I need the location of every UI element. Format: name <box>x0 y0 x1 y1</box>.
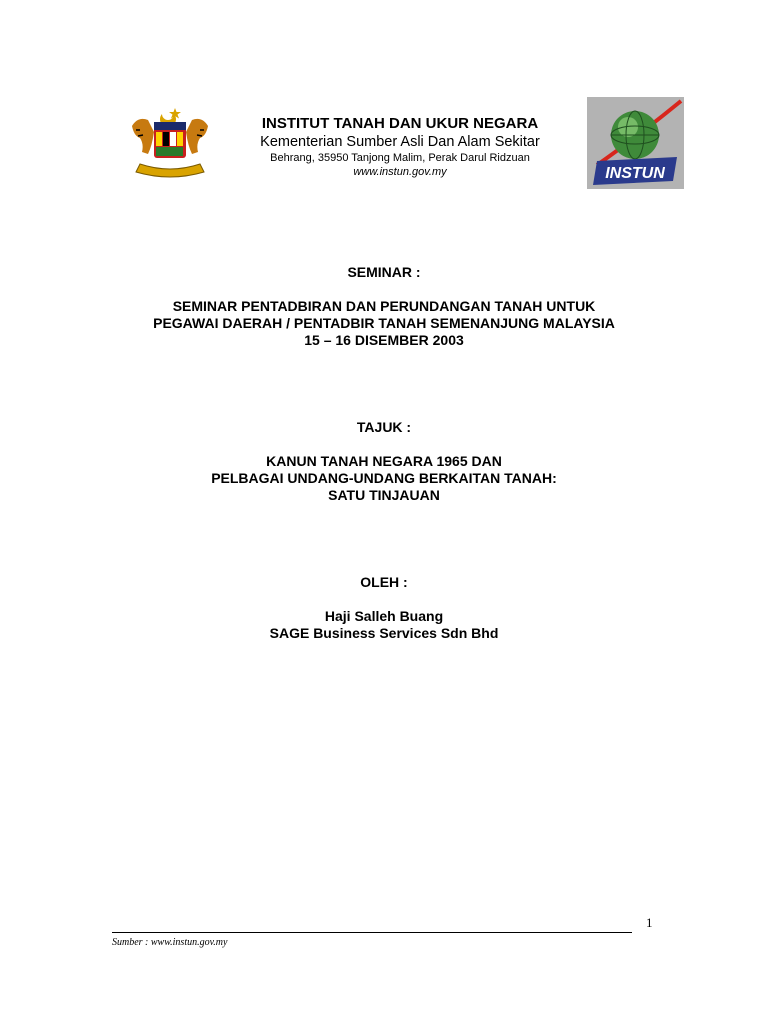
topic-line3: SATU TINJAUAN <box>328 487 440 503</box>
page-number: 1 <box>646 915 653 930</box>
topic-line2: PELBAGAI UNDANG-UNDANG BERKAITAN TANAH: <box>211 470 557 486</box>
author-label: OLEH : <box>360 574 408 590</box>
seminar-title-line1: SEMINAR PENTADBIRAN DAN PERUNDANGAN TANAH UNTUK <box>172 298 596 314</box>
source-note: Sumber : www.instun.gov.my <box>112 937 228 948</box>
topic-label: TAJUK : <box>356 419 412 435</box>
coat-of-arms-logo <box>124 104 216 178</box>
institute-address: Behrang, 35950 Tanjong Malim, Perak Darul Ridzuan <box>270 152 530 164</box>
author-name: Haji Salleh Buang <box>324 608 444 624</box>
institute-website: www.instun.gov.my <box>353 166 447 178</box>
ministry-name: Kementerian Sumber Asli Dan Alam Sekitar <box>260 134 540 150</box>
author-company: SAGE Business Services Sdn Bhd <box>269 625 499 641</box>
instun-logo-text: INSTUN <box>605 165 665 182</box>
topic-section <box>0 419 768 504</box>
institute-name: INSTITUT TANAH DAN UKUR NEGARA <box>261 115 539 132</box>
footer-divider <box>112 932 632 933</box>
seminar-section <box>0 264 768 349</box>
instun-logo <box>587 97 684 189</box>
seminar-title-line2: PEGAWAI DAERAH / PENTADBIR TANAH SEMENANJUNG MALAYSIA <box>153 315 615 331</box>
topic-line1: KANUN TANAH NEGARA 1965 DAN <box>266 453 502 469</box>
author-section <box>0 574 768 642</box>
institution-header <box>240 115 560 179</box>
seminar-dates: 15 – 16 DISEMBER 2003 <box>304 332 464 348</box>
seminar-label: SEMINAR : <box>347 264 421 280</box>
